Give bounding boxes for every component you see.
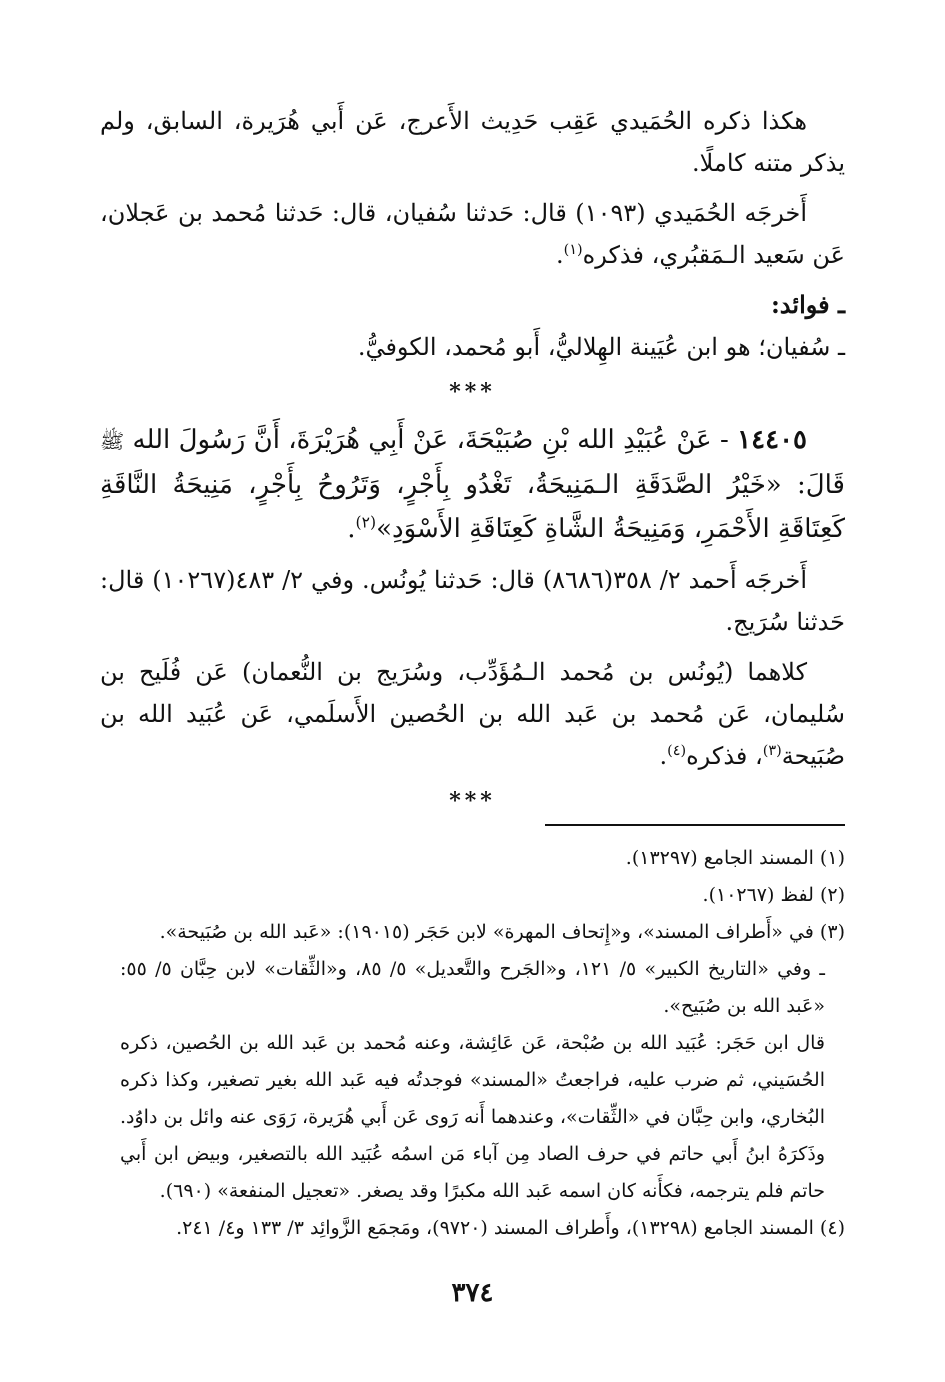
footnote-3-variant: ـ وفي «التاريخ الكبير» ٥/ ١٢١، و«الجَرح والتَّعديل» ٥/ ٨٥، و«الثِّقات» لابن حِبَّان ٥/ ٥٥: «عَبد الله بن صُبَيح».: [120, 958, 825, 1017]
chain-text: كلاهما (يُونُس بن مُحمد الـمُؤَدِّب، وسُرَيج بن النُّعمان) عَن فُلَيح بن سُليمان، عَن مُحمد بن عَبد الله بن الحُصين الأَسلَمي، عَن عُبَيد الله بن صُبَيحة: [100, 658, 845, 770]
hadith-text: [100, 418, 845, 551]
chain-mid: ، فذكره: [686, 742, 763, 770]
paragraph-commentary: هكذا ذكره الحُمَيدي عَقِب حَدِيث الأَعرج، عَن أَبي هُرَيرة، السابق، ولم يذكر متنه كاملًا.: [100, 107, 845, 177]
footnote-ref-3[interactable]: (٣): [762, 743, 782, 759]
footnote-3: (٣) في «أَطراف المسند»، و«إِتحاف المهرة» لابن حَجَر (١٩٠١٥): «عَبد الله بن صُبَيحة».: [159, 921, 845, 943]
section-separator: ***: [449, 379, 496, 405]
benefits-heading: ـ فوائد:: [770, 290, 845, 319]
hadith-matn: قَالَ: «خَيْرُ الصَّدَقَةِ الـمَنِيحَةُ، تَغْدُو بِأَجْرٍ، وَتَرُوحُ بِأَجْرٍ، مَنِيحَةُ النَّاقَةِ كَعِتَاقَةِ الأَحْمَرِ، وَمَنِيحَةُ الشَّاةِ كَعِتَاقَةِ الأَسْوَدِ»: [100, 470, 845, 544]
footnotes-section: [120, 840, 845, 1247]
footnote-divider: [545, 824, 845, 826]
footnote-3-quote: قال ابن حَجَر: عُبَيد الله بن صُبْحة، عَن عَائِشة، وعنه مُحمد بن عَبد الله بن الحُصين، ذكره الحُسَيني، ثم ضرب عليه، فراجعتُ «المسند» فوجدتُه فيه عَبد الله بغير تصغير، وكذا ذكره البُخاري، وابن حِبَّان في «الثِّقات»، وعندهما أَنه رَوى عَن أَبي هُرَيرة، رَوَى عنه وائل بن داوُد. وذَكرَهُ ابنُ أَبي حاتم في حرف الصاد مِن آباء مَن اسمُه عُبَيد الله بالتصغير، وبيض ابن أَبي حاتم فلم يترجمه، فكأَنه كان اسمه عَبد الله مكبرًا وقد يصغر. «تعجيل المنفعة» (٦٩٠).: [120, 1032, 825, 1202]
paragraph-chain: [100, 651, 845, 777]
hadith-isnad: - عَنْ عُبَيْدِ الله بْنِ صُبَيْحَةَ، عَنْ أَبِي هُرَيْرَةَ، أَنَّ رَسُولَ الله: [124, 425, 738, 455]
hadith-number: ١٤٤٠٥: [737, 425, 807, 455]
takhrij-text: أَخرجَه الحُمَيدي (١٠٩٣) قال: حَدثنا سُفيان، قال: حَدثنا مُحمد بن عَجلان، عَن سَعيد الـمَقبُري، فذكره: [100, 199, 845, 269]
footnote-ref-4[interactable]: (٤): [667, 743, 687, 759]
chain-end: .: [659, 742, 668, 770]
paragraph-takhrij-ahmad: أَخرجَه أَحمد ٢/ ٣٥٨(٨٦٨٦) قال: حَدثنا يُونُس. وفي ٢/ ٤٨٣(١٠٢٦٧) قال: حَدثنا سُرَيج.: [100, 566, 845, 636]
honorific-glyph-icon: ﷺ: [100, 429, 125, 453]
page-number: ٣٧٤: [451, 1278, 494, 1308]
benefit-item: ـ سُفيان؛ هو ابن عُيَينة الهِلاليُّ، أَبو مُحمد، الكوفيُّ.: [357, 333, 845, 361]
section-separator: ***: [449, 788, 496, 814]
footnote-2: (٢) لفظ (١٠٢٦٧).: [702, 884, 845, 906]
hadith-end: .: [347, 514, 356, 544]
footnote-ref-1[interactable]: (١): [563, 242, 583, 258]
footnote-ref-2[interactable]: (٢): [355, 513, 377, 532]
footnote-4: (٤) المسند الجامع (١٣٢٩٨)، وأَطراف المسند (٩٧٢٠)، ومَجمَع الزَّوائِد ٣/ ١٣٣ و٤/ ٢٤١.: [176, 1217, 845, 1239]
main-text: [100, 100, 845, 827]
paragraph-takhrij-humaidi: [100, 192, 845, 276]
takhrij-end: .: [556, 241, 564, 269]
footnote-1: (١) المسند الجامع (١٣٢٩٧).: [625, 847, 845, 869]
